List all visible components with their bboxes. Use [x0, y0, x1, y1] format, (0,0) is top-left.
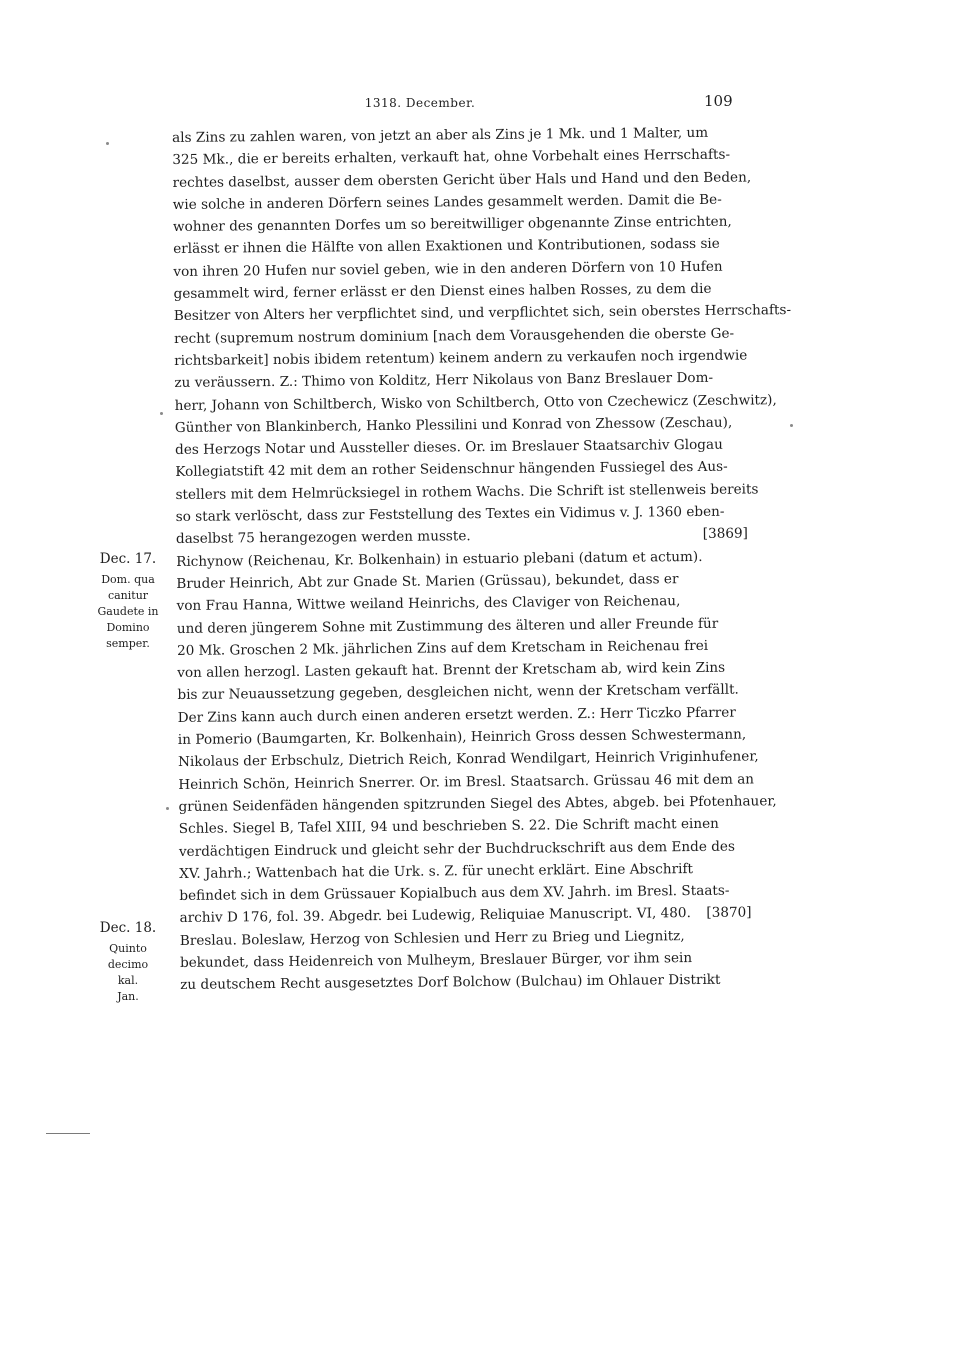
entry-number-3870: [3870] — [706, 904, 752, 922]
body-line: Richynow (Reichenau, Kr. Bolkenhain) in estuario plebani (datum et actum). — [176, 548, 703, 570]
body-line: Der Zins kann auch durch einen anderen ersetzt werden. Z.: Herr Ticzko Pfarrer — [177, 704, 736, 726]
body-line: Günther von Blankinberch, Hanko Plessilini und Konrad von Zhessow (Zeschau), — [174, 414, 733, 436]
body-line: rechtes daselbst, ausser dem obersten Gericht über Hals und Hand und den Beden, — [172, 169, 752, 191]
speck-mark — [790, 424, 793, 427]
body-line: zu deutschem Recht ausgesetztes Dorf Bolchow (Bulchau) im Ohlauer Distrikt — [180, 972, 721, 994]
body-line: archiv D 176, fol. 39. Abgedr. bei Ludewig, Reliquiae Manuscript. VI, 480. [3870] — [179, 902, 751, 930]
body-line: Schles. Siegel B, Tafel XIII, 94 und beschrieben S. 22. Die Schrift macht einen — [178, 815, 719, 838]
body-line: 325 Mk., die er bereits erhalten, verkauft hat, ohne Vorbehalt eines Herrschafts- — [172, 146, 731, 169]
body-line: befindet sich in dem Grüssauer Kopialbuch aus dem XV. Jahrh. im Bresl. Staats- — [179, 882, 730, 905]
body-line: recht (supremum nostrum dominium [nach dem Vorausgehenden die oberste Ge- — [173, 325, 735, 347]
body-line: daselbst 75 herangezogen werden musste. [3869] — [176, 523, 748, 551]
body-line: XV. Jahrh.; Wattenbach hat die Urk. s. Z. für unecht erklärt. Eine Abschrift — [179, 860, 693, 882]
body-line: Kollegiatstift 42 mit dem an rother Seidenschnur hängenden Fussiegel des Aus- — [175, 459, 728, 481]
speck-mark — [106, 142, 109, 145]
body-line: bekundet, dass Heidenreich von Mulheym, Breslauer Bürger, vor ihm sein — [179, 950, 693, 971]
body-line: herr, Johann von Schiltberch, Wisko von Schiltberch, Otto von Czechewicz (Zeschwitz), — [174, 391, 777, 414]
body-line: wie solche in anderen Dörfern seines Landes gesammelt werden. Damit die Be- — [172, 191, 722, 213]
body-line: und deren jüngerem Sohne mit Zustimmung des älteren und aller Freunde für — [176, 615, 719, 637]
body-line: von Frau Hanna, Wittwe weiland Heinrichs, des Claviger von Reichenau, — [176, 593, 681, 615]
body-line: grünen Seidenfäden hängenden spitzrunden Siegel des Abtes, abgeb. bei Pfotenhauer, — [178, 793, 777, 815]
body-line: von allen herzogl. Lasten gekauft hat. Brennt der Kretscham ab, wird kein Zins — [177, 659, 726, 682]
edge-rule — [46, 1133, 90, 1134]
body-line: Bruder Heinrich, Abt zur Gnade St. Marien (Grüssau), bekundet, dass er — [176, 571, 679, 592]
body-line: Breslau. Boleslaw, Herzog von Schlesien und Herr zu Brieg und Liegnitz, — [179, 927, 685, 949]
body-line: in Pomerio (Baumgarten, Kr. Bolkenhain), Heinrich Gross dessen Schwestermann, — [177, 726, 747, 748]
body-line: stellers mit dem Helmrücksiegel in rothem Wachs. Die Schrift ist stellenweis bereits — [175, 481, 759, 503]
body-line: von ihren 20 Hufen nur soviel geben, wie in den anderen Dörfern von 10 Hufen — [173, 258, 723, 280]
entry-number-3869: [3869] — [702, 525, 749, 543]
running-head: 1318. December. — [364, 96, 476, 110]
body-line: verdächtigen Eindruck und gleicht sehr der Buchdruckschrift aus dem Ende des — [178, 838, 735, 860]
body-line: gesammelt wird, ferner erlässt er den Dienst eines halben Rosses, zu dem die — [173, 280, 712, 303]
margin-note-feast-2: Quinto decimo kal. Jan. — [107, 942, 149, 1003]
body-line: 20 Mk. Groschen 2 Mk. jährlichen Zins auf dem Kretscham in Reichenau frei — [176, 637, 709, 659]
body-line: richtsbarkeit] nobis ibidem retentum) keinem andern zu verkaufen noch irgendwie — [174, 347, 748, 369]
body-line: Nikolaus der Erbschulz, Dietrich Reich, Konrad Wendilgart, Heinrich Vriginhufener, — [178, 748, 759, 771]
speck-mark — [160, 412, 163, 415]
speck-mark — [166, 807, 169, 810]
margin-date-dec-18: Dec. 18. — [99, 920, 157, 936]
margin-note-feast-1: Dom. qua canitur Gaudete in Domino semper. — [97, 573, 159, 650]
body-line: wohner des genannten Dorfes um so bereitwilliger obgenannte Zinse entrichten, — [172, 213, 732, 236]
body-text — [172, 122, 792, 997]
body-line: Heinrich Schön, Heinrich Snerrer. Or. im Bresl. Staatsarch. Grüssau 46 mit dem an — [178, 771, 755, 793]
body-line: zu veräussern. Z.: Thimo von Kolditz, Herr Nikolaus von Banz Breslauer Dom- — [174, 370, 714, 392]
body-line: Besitzer von Alters her verpflichtet sind, und verpflichtet sich, sein oberstes Herrschafts- — [173, 302, 792, 325]
body-line: als Zins zu zahlen waren, von jetzt an aber als Zins je 1 Mk. und 1 Malter, um — [172, 124, 709, 146]
margin-date-dec-17: Dec. 17. — [99, 551, 157, 567]
body-line: erlässt er ihnen die Hälfte von allen Exaktionen und Kontributionen, sodass sie — [173, 236, 720, 258]
body-line: bis zur Neuaussetzung gegeben, desgleichen nicht, wenn der Kretscham verfällt. — [177, 682, 739, 704]
body-line: des Herzogs Notar und Aussteller dieses. Or. im Breslauer Staatsarchiv Glogau — [175, 436, 723, 459]
body-line: so stark verlöscht, dass zur Feststellung des Textes ein Vidimus v. J. 1360 eben- — [175, 503, 725, 526]
page-number: 109 — [704, 92, 733, 110]
